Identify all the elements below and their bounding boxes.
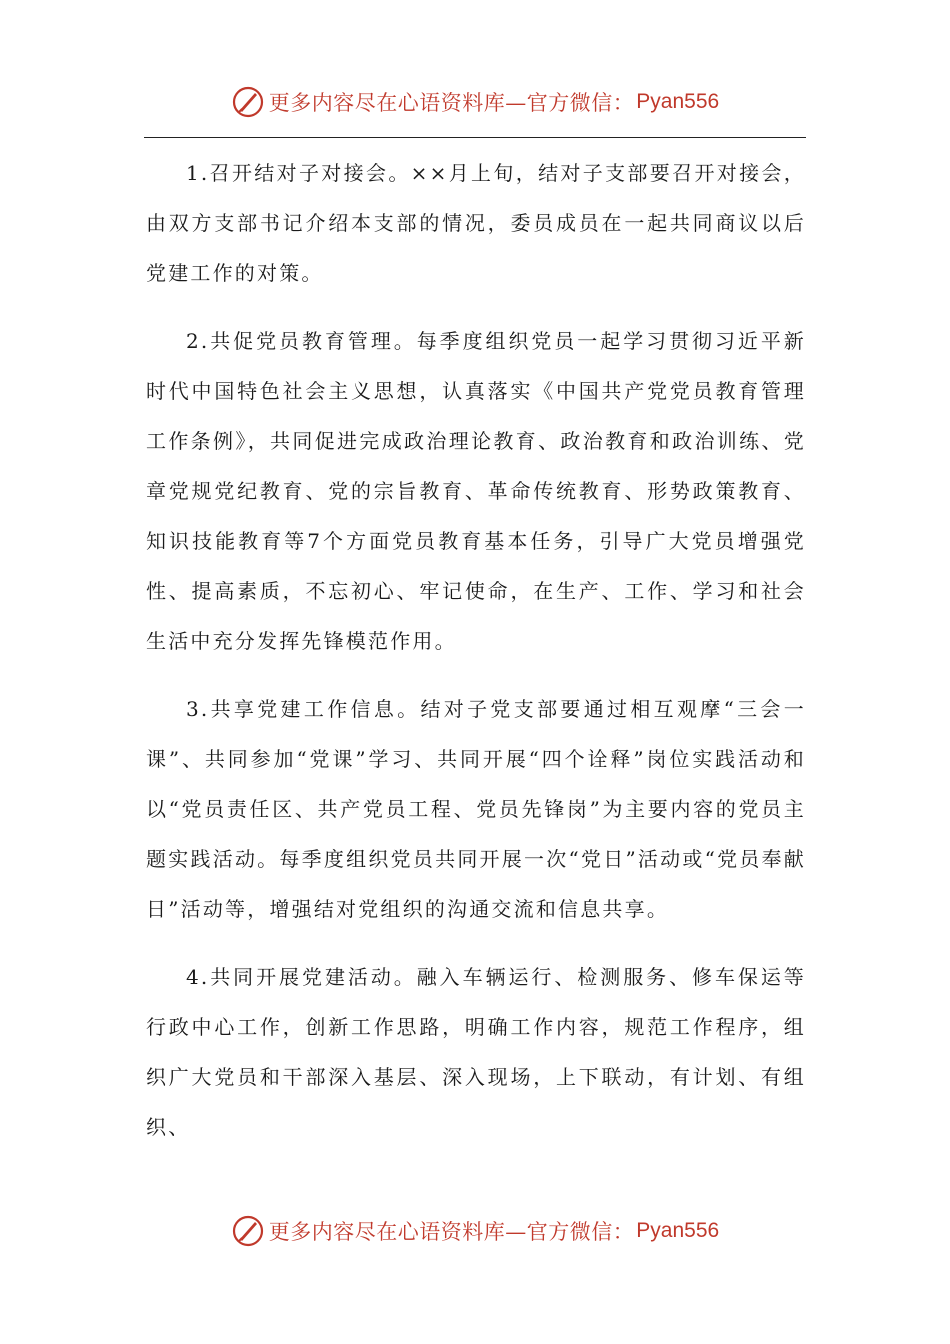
header-watermark (0, 82, 950, 122)
header-watermark-text: 更多内容尽在心语资料库—官方微信： (268, 91, 635, 115)
footer-watermark (0, 1211, 950, 1251)
paragraph-4: 4.共同开展党建活动。融入车辆运行、检测服务、修车保运等行政中心工作，创新工作思路，明确工作内容，规范工作程序，组织广大党员和干部深入基层、深入现场，上下联动，有计划、有组织、 (146, 965, 806, 1139)
footer-watermark-text: 更多内容尽在心语资料库—官方微信： (268, 1220, 635, 1244)
paragraph-1: 1.召开结对子对接会。××月上旬，结对子支部要召开对接会，由双方支部书记介绍本支部的情况，委员成员在一起共同商议以后党建工作的对策。 (146, 161, 806, 285)
quill-logo-icon (231, 1214, 265, 1248)
document-body (146, 148, 806, 1170)
header-divider (144, 137, 806, 138)
header-watermark-id: Pyan556 (636, 90, 720, 113)
footer-watermark-id: Pyan556 (636, 1219, 720, 1242)
paragraph-2: 2.共促党员教育管理。每季度组织党员一起学习贯彻习近平新时代中国特色社会主义思想，认真落实《中国共产党党员教育管理工作条例》，共同促进完成政治理论教育、政治教育和政治训练、党章党规党纪教育、党的宗旨教育、革命传统教育、形势政策教育、知识技能教育等7个方面党员教育基本任务，引导广大党员增强党性、提高素质，不忘初心、牢记使命，在生产、工作、学习和社会生活中充分发挥先锋模范作用。 (146, 329, 806, 653)
quill-logo-icon (231, 85, 265, 119)
paragraph-3: 3.共享党建工作信息。结对子党支部要通过相互观摩“三会一课”、共同参加“党课”学习、共同开展“四个诠释”岗位实践活动和以“党员责任区、共产党员工程、党员先锋岗”为主要内容的党员主题实践活动。每季度组织党员共同开展一次“党日”活动或“党员奉献日”活动等，增强结对党组织的沟通交流和信息共享。 (146, 697, 806, 921)
